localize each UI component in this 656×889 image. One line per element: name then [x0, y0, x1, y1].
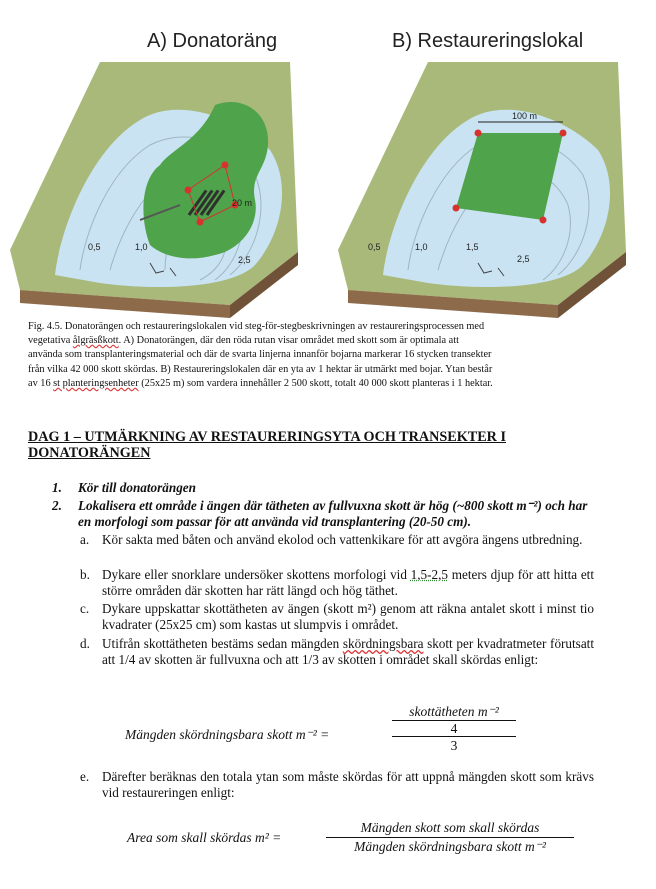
- figure-illustration: [0, 0, 656, 320]
- figure-4-5: [0, 0, 656, 320]
- panel-a-diagram: [10, 62, 298, 318]
- figure-caption: [28, 320, 628, 391]
- caption-line: av 16 st planteringsenheter (25x25 m) som vardera innehåller 2 500 skott, totalt 40 000 skott planteras i 1 hektar.: [28, 377, 493, 389]
- formula2-lhs: Area som skall skördas m² =: [127, 830, 282, 845]
- panel-a-depth-2: 2,5: [238, 255, 251, 265]
- substep-a: a. Kör sakta med båten och använd ekolod och vattenkikare för att avgöra ängens utbredning.: [80, 532, 583, 547]
- substep-c: c. Dykare uppskattar skottätheten av ängen (skott m²) genom att räkna antalet skott i minst tio kvadrater (25x25 cm) som kastas ut slumpvis i området.: [80, 601, 594, 633]
- formula1-denominator: 3: [450, 738, 458, 753]
- panel-b-depth-2: 1,5: [466, 242, 479, 252]
- caption-line: Fig. 4.5. Donatorängen och restaureringslokalen vid steg-för-stegbeskrivningen av restaureringsprocessen med: [28, 321, 485, 332]
- list-item: 2. Lokalisera ett område i ängen där tätheten av fullvuxna skott är hög (~800 skott m⁻²) och har en morfologi som passar för att använda vid transplantering (20-50 cm).: [52, 498, 588, 529]
- formula1-lhs: Mängden skördningsbara skott m⁻² =: [125, 727, 330, 742]
- panel-a-depth-0: 0,5: [88, 242, 101, 252]
- substep-d: d. Utifrån skottätheten bestäms sedan mängden skördningsbara skott per kvadratmeter förutsatt att 1/4 av skotten är fullvuxna och att 1/3 av skotten i området skall skördas enligt:: [80, 636, 594, 668]
- formula1-inner-denominator: 4: [450, 721, 458, 736]
- panel-b-depth-1: 1,0: [415, 242, 428, 252]
- caption-line: från vilka 42 000 skott skördas. B) Restaureringslokalen där en yta av 1 hektar är utmärkt med bojar. Ytan består: [28, 363, 493, 375]
- panel-a-depth-1: 1,0: [135, 242, 148, 252]
- substep-e: e. Därefter beräknas den totala ytan som måste skördas för att uppnå mängden skott som krävs vid restaureringen enligt:: [80, 769, 594, 801]
- formula1-numerator: skottätheten m⁻²: [409, 704, 499, 719]
- panel-b-depth-3: 2,5: [517, 254, 530, 264]
- formula2-fraction-bar: [326, 837, 574, 838]
- procedure-list: [52, 480, 597, 532]
- caption-line: vegetativa ålgräsßkott. A) Donatorängen, där den röda rutan visar området med skott som är optimala att: [28, 335, 459, 347]
- list-item: 1. Kör till donatorängen: [52, 480, 196, 495]
- figure-title-a: A) Donatoräng: [147, 30, 278, 52]
- formula1-main-fraction-bar: [392, 736, 516, 737]
- formula2-numerator: Mängden skott som skall skördas: [360, 820, 540, 835]
- caption-line: använda som transplanteringsmaterial och där de svarta linjerna innanför bojarna markerar 16 stycken transekter: [28, 349, 492, 361]
- panel-b-depth-0: 0,5: [368, 242, 381, 252]
- formula2-denominator: Mängden skördningsbara skott m⁻²: [354, 839, 546, 854]
- figure-title-b: B) Restaureringslokal: [392, 30, 584, 52]
- substep-b: b. Dykare eller snorklare undersöker skottens morfologi vid 1,5-2,5 meters djup för att hitta ett större områden där skotten har rätt längd och hög täthet.: [80, 567, 595, 599]
- section-heading: DAG 1 – UTMÄRKNING AV RESTAURERINGSYTA OCH TRANSEKTER I DONATORÄNGEN: [28, 429, 506, 461]
- panel-b-scale-label: 100 m: [512, 111, 538, 121]
- panel-a-scale-label: 20 m: [232, 198, 253, 208]
- panel-b-diagram: [338, 62, 626, 318]
